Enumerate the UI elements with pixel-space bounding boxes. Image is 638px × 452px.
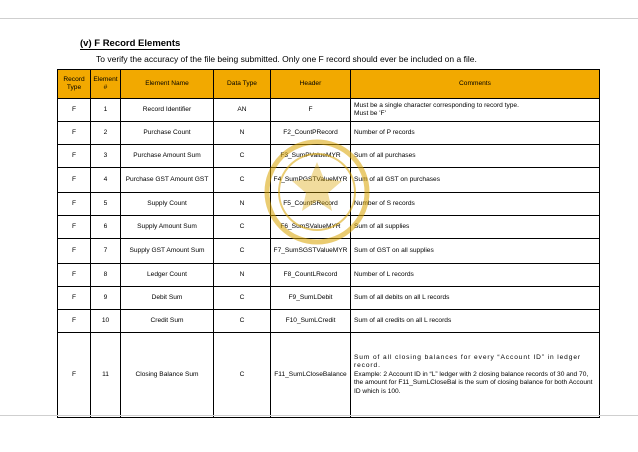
cell-dtype: C <box>214 145 271 168</box>
cell-header: F <box>271 99 351 122</box>
comment-line: Must be a single character corresponding to record type. <box>354 101 519 109</box>
table-row <box>58 333 600 418</box>
cell-header: F4_SumPGSTValueMYR <box>271 168 351 193</box>
cell-header: F9_SumLDebit <box>271 287 351 310</box>
cell-comment: Sum of all purchases <box>351 145 600 168</box>
cell-name: Supply Count <box>121 193 214 216</box>
cell-name: Closing Balance Sum <box>121 333 214 418</box>
cell-type: F <box>58 333 91 418</box>
cell-dtype: N <box>214 122 271 145</box>
cell-dtype: C <box>214 168 271 193</box>
comment-line: Example: 2 Account ID in “L” ledger with 2 closing balance records of 30 and 70, the amount for F11_SumLCloseBal is the sum of closing balance for both Account ID which is 100. <box>354 370 593 395</box>
cell-dtype: AN <box>214 99 271 122</box>
cell-header: F10_SumLCredit <box>271 310 351 333</box>
cell-num: 3 <box>91 145 121 168</box>
cell-type: F <box>58 287 91 310</box>
cell-comment: Number of S records <box>351 193 600 216</box>
col-header-element-name: Element Name <box>121 70 214 99</box>
table-row <box>58 264 600 287</box>
cell-type: F <box>58 168 91 193</box>
cell-name: Purchase Count <box>121 122 214 145</box>
cell-num: 4 <box>91 168 121 193</box>
cell-name: Purchase GST Amount GST <box>121 168 214 193</box>
cell-header: F2_CountPRecord <box>271 122 351 145</box>
cell-num: 8 <box>91 264 121 287</box>
cell-header: F7_SumSGSTValueMYR <box>271 239 351 264</box>
f-record-table <box>57 69 600 418</box>
table-row <box>58 287 600 310</box>
table-row <box>58 99 600 122</box>
table-row <box>58 145 600 168</box>
cell-comment: Number of P records <box>351 122 600 145</box>
comment-line: Sum of all closing balances for every “Account ID” in ledger record. <box>354 353 581 370</box>
col-header-header: Header <box>271 70 351 99</box>
cell-header: F6_SumSValueMYR <box>271 216 351 239</box>
cell-header: F5_CountSRecord <box>271 193 351 216</box>
table-row <box>58 310 600 333</box>
table-row <box>58 193 600 216</box>
cell-dtype: C <box>214 239 271 264</box>
cell-name: Purchase Amount Sum <box>121 145 214 168</box>
cell-dtype: N <box>214 264 271 287</box>
cell-type: F <box>58 122 91 145</box>
cell-name: Debit Sum <box>121 287 214 310</box>
section-title: (v) F Record Elements <box>80 38 181 49</box>
top-divider <box>0 18 638 19</box>
cell-num: 1 <box>91 99 121 122</box>
cell-num: 7 <box>91 239 121 264</box>
cell-header: F8_CountLRecord <box>271 264 351 287</box>
col-header-data-type: Data Type <box>214 70 271 99</box>
cell-comment <box>351 99 600 122</box>
table-row <box>58 216 600 239</box>
cell-comment: Sum of all GST on purchases <box>351 168 600 193</box>
cell-name: Record Identifier <box>121 99 214 122</box>
cell-header: F3_SumPValueMYR <box>271 145 351 168</box>
cell-num: 5 <box>91 193 121 216</box>
cell-type: F <box>58 193 91 216</box>
table-header-row <box>58 70 600 99</box>
cell-dtype: C <box>214 333 271 418</box>
cell-comment: Sum of all credits on all L records <box>351 310 600 333</box>
cell-num: 9 <box>91 287 121 310</box>
cell-name: Credit Sum <box>121 310 214 333</box>
cell-name: Supply Amount Sum <box>121 216 214 239</box>
cell-num: 6 <box>91 216 121 239</box>
cell-type: F <box>58 239 91 264</box>
cell-type: F <box>58 145 91 168</box>
cell-type: F <box>58 310 91 333</box>
col-header-record-type: Record Type <box>58 70 91 99</box>
table-row <box>58 168 600 193</box>
col-header-element-num: Element # <box>91 70 121 99</box>
cell-num: 10 <box>91 310 121 333</box>
cell-dtype: N <box>214 193 271 216</box>
cell-dtype: C <box>214 310 271 333</box>
comment-line: Must be 'F' <box>354 110 386 117</box>
table-row <box>58 122 600 145</box>
cell-comment: Sum of GST on all supplies <box>351 239 600 264</box>
cell-comment <box>351 333 600 418</box>
cell-type: F <box>58 264 91 287</box>
cell-name: Supply GST Amount Sum <box>121 239 214 264</box>
section-intro: To verify the accuracy of the file being submitted. Only one F record should ever be included on a file. <box>96 54 477 64</box>
col-header-comments: Comments <box>351 70 600 99</box>
bottom-divider <box>0 415 638 416</box>
cell-type: F <box>58 216 91 239</box>
cell-dtype: C <box>214 216 271 239</box>
cell-type: F <box>58 99 91 122</box>
table-row <box>58 239 600 264</box>
cell-dtype: C <box>214 287 271 310</box>
cell-comment: Number of L records <box>351 264 600 287</box>
cell-name: Ledger Count <box>121 264 214 287</box>
cell-comment: Sum of all debits on all L records <box>351 287 600 310</box>
cell-num: 2 <box>91 122 121 145</box>
cell-comment: Sum of all supplies <box>351 216 600 239</box>
cell-header: F11_SumLCloseBalance <box>271 333 351 418</box>
cell-num: 11 <box>91 333 121 418</box>
